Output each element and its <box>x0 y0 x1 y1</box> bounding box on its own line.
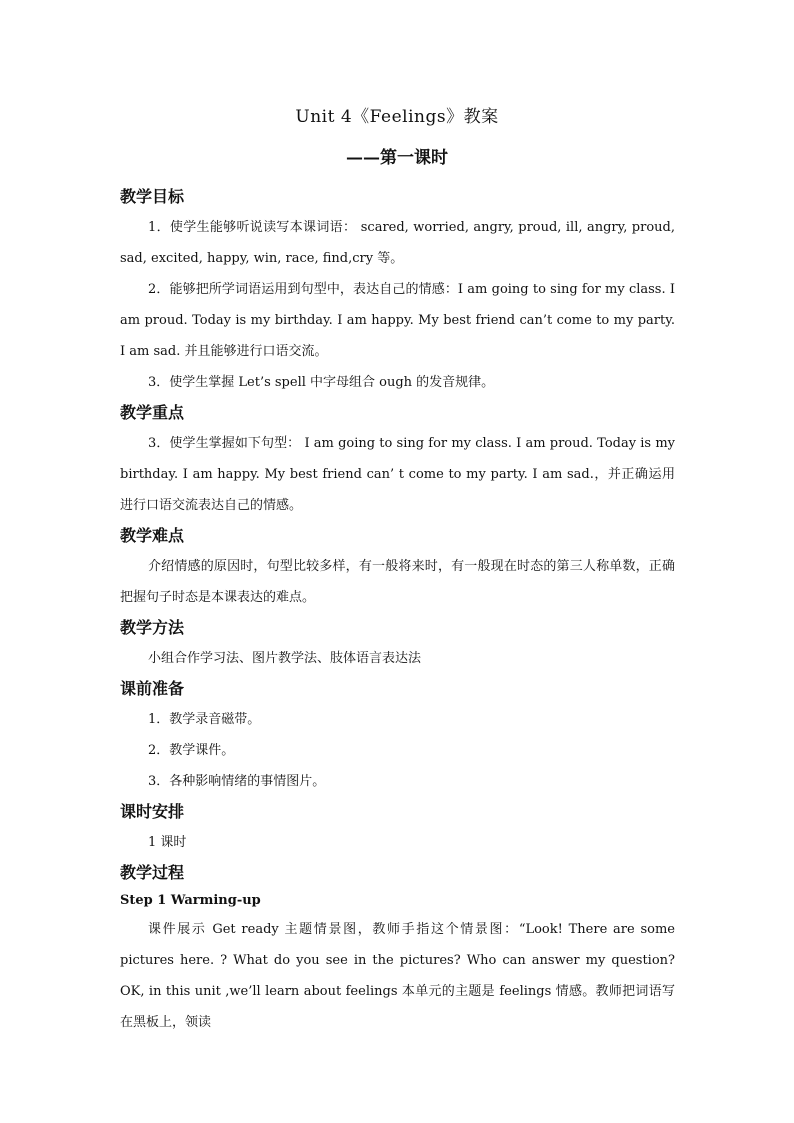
objective-3: 3．使学生掌握 Let’s spell 中字母组合 ough 的发音规律。 <box>148 375 495 390</box>
section-heading-preparation: 课前准备 <box>120 679 185 698</box>
document-subtitle: ——第一课时 <box>346 148 448 168</box>
section-heading-schedule: 课时安排 <box>120 802 185 821</box>
section-heading-key-points: 教学重点 <box>120 403 185 422</box>
section-heading-objectives: 教学目标 <box>120 187 185 206</box>
section-heading-difficulties: 教学难点 <box>120 526 185 545</box>
objective-1: 1．使学生能够听说读写本课词语： scared, worried, angry, proud, ill, angry, proud, sad, excited, happy, win, race, find,cry 等。 <box>120 220 675 266</box>
schedule-1: 1 课时 <box>148 835 187 850</box>
objective-2: 2．能够把所学词语运用到句型中，表达自己的情感：I am going to sing for my class. I am proud. Today is my birthday. I am happy. My best friend can’t come to my party. I am sad. 并且能够进行口语交流。 <box>120 282 675 359</box>
preparation-1: 1．教学录音磁带。 <box>148 712 261 727</box>
step-1-heading: Step 1 Warming-up <box>120 893 261 908</box>
section-heading-process: 教学过程 <box>120 863 185 882</box>
section-heading-methods: 教学方法 <box>120 618 185 637</box>
document-title: Unit 4《Feelings》教案 <box>295 107 499 127</box>
key-point-1: 3．使学生掌握如下句型： I am going to sing for my class. I am proud. Today is my birthday. I am happy. My best friend can’ t come to my party. I am sad.，并正确运用进行口语交流表达自己的情感。 <box>120 436 675 513</box>
preparation-3: 3．各种影响情绪的事情图片。 <box>148 774 326 789</box>
preparation-2: 2．教学课件。 <box>148 743 235 758</box>
method-1: 小组合作学习法、图片教学法、肢体语言表达法 <box>148 651 422 666</box>
document-body <box>120 182 675 1038</box>
difficulty-1: 介绍情感的原因时，句型比较多样，有一般将来时，有一般现在时态的第三人称单数，正确把握句子时态是本课表达的难点。 <box>120 559 675 605</box>
step-1-paragraph: 课件展示 Get ready 主题情景图，教师手指这个情景图：“Look! There are some pictures here. ? What do you see in the pictures? Who can answer my question? OK, in this unit ,we’ll learn about feelings 本单元的主题是 feelings 情感。教师把词语写在黑板上，领读 <box>120 922 675 1030</box>
